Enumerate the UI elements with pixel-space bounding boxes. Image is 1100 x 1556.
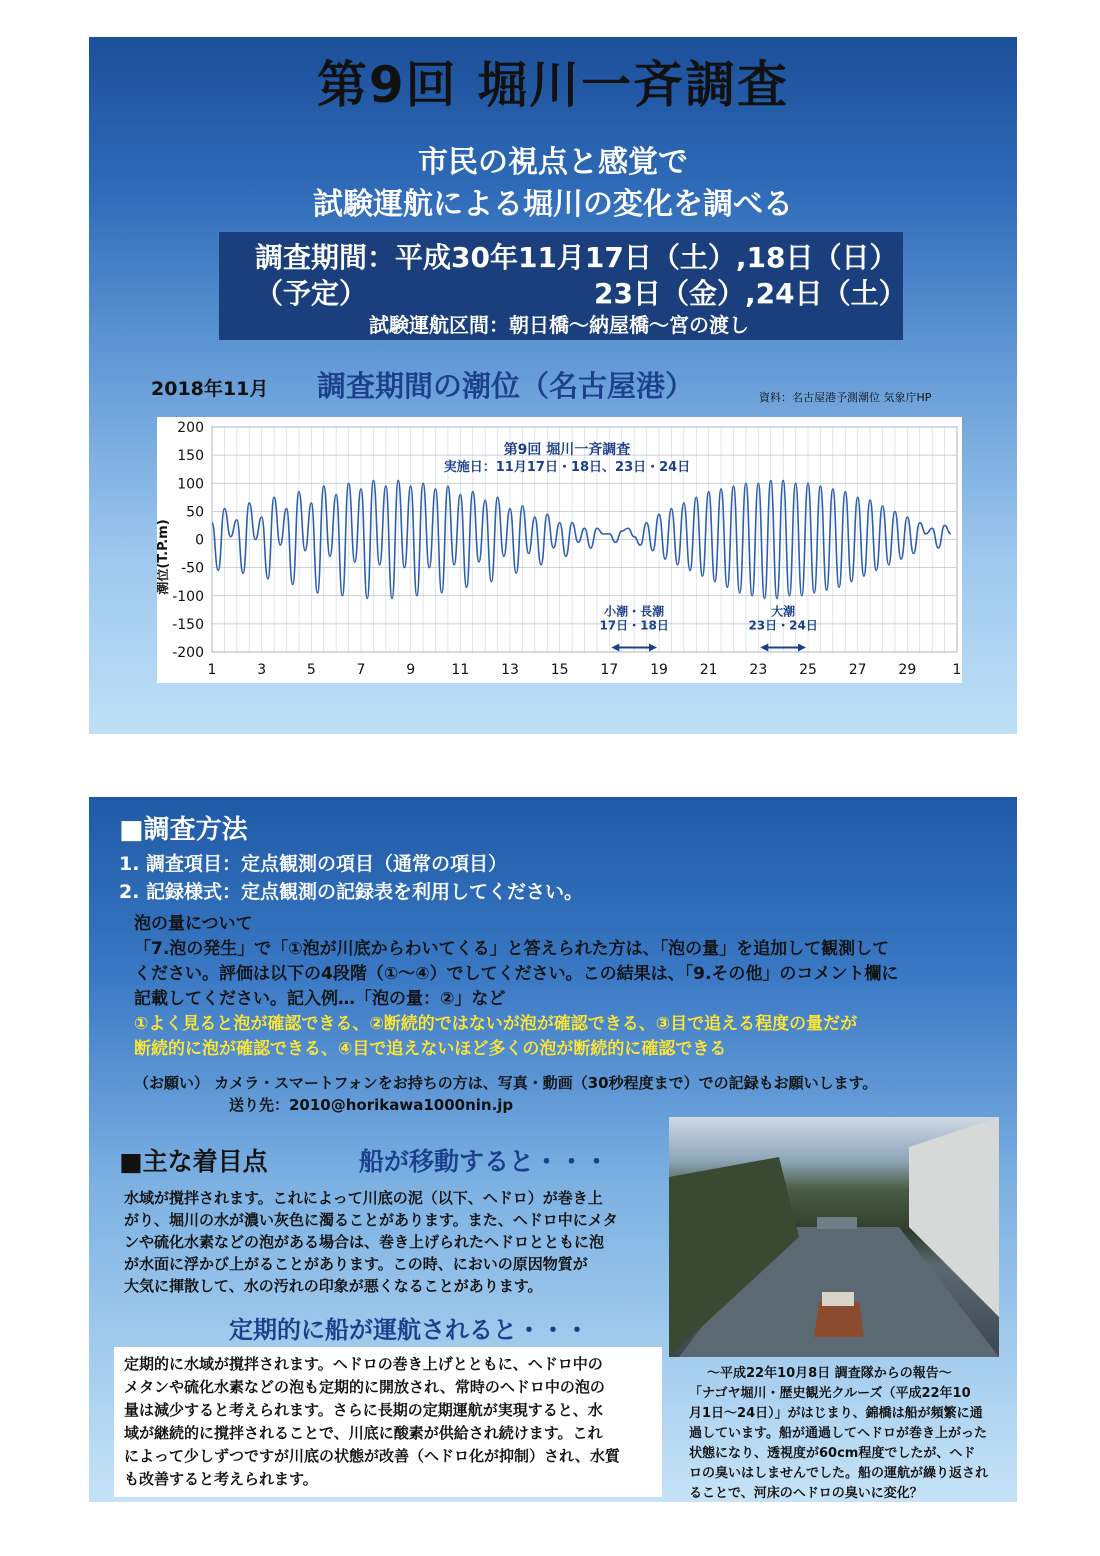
regular-text-1: 定期的に水域が撹拌されます。ヘドロの巻き上げとともに、ヘドロ中の <box>124 1355 603 1373</box>
bottom-panel <box>89 797 1017 1502</box>
y-tick-label: -150 <box>172 616 204 633</box>
survey-period-box <box>219 232 907 340</box>
y-tick-label: 150 <box>177 448 204 465</box>
regular-text-2: メタンや硫化水素などの泡も定期的に開放され、常時のヘドロ中の泡の <box>124 1378 605 1396</box>
method-heading: ■調査方法 <box>119 815 248 845</box>
page-title: 第9回 堀川一斉調査 <box>316 56 790 114</box>
tide-chart <box>157 417 962 683</box>
annotation-label: 大潮 <box>771 604 796 619</box>
report-heading: ～平成22年10月8日 調査隊からの報告～ <box>707 1366 952 1381</box>
x-tick-label: 5 <box>306 662 316 678</box>
x-tick-label: 9 <box>406 662 416 678</box>
method-item-1: 1. 調査項目：定点観測の項目（通常の項目） <box>119 853 508 875</box>
boat-text-5: 大気に揮散して、水の汚れの印象が悪くなることがあります。 <box>124 1277 543 1295</box>
x-tick-label: 1 <box>952 662 962 678</box>
x-tick-label: 19 <box>650 662 668 678</box>
report-text-2: 月1日～24日）」がはじまり、錦橋は船が頻繁に通 <box>689 1406 983 1421</box>
y-tick-label: 50 <box>186 504 204 521</box>
boat <box>814 1302 864 1337</box>
x-tick-label: 27 <box>848 662 867 678</box>
method-item-2: 2. 記録様式：定点観測の記録表を利用してください。 <box>119 881 584 903</box>
x-tick-label: 25 <box>799 662 817 678</box>
survey-period-tentative: （予定） <box>255 277 368 310</box>
foam-text-2: ください。評価は以下の4段階（①～④）でしてください。この結果は、「9.その他」のコメント欄に <box>134 964 899 984</box>
report-text-5: ロの臭いはしませんでした。船の運航が繰り返され <box>689 1466 989 1481</box>
foam-levels-2: 断続的に泡が確認できる、④目で追えないほど多くの泡が断続的に確認できる <box>134 1039 727 1059</box>
chart-title: 第9回 堀川一斉調査 <box>503 442 631 458</box>
request-text: （お願い） カメラ・スマートフォンをお持ちの方は、写真・動画（30秒程度まで）での記録もお願いします。 <box>134 1074 878 1092</box>
x-tick-label: 29 <box>898 662 917 678</box>
trial-route: 試験運航区間：朝日橋～納屋橋～宮の渡し <box>369 313 749 337</box>
annotation-dates: 23日・24日 <box>748 618 818 633</box>
subtitle-line2: 試験運航による堀川の変化を調べる <box>313 187 793 222</box>
boat-text-2: がり、堀川の水が濃い灰色に濁ることがあります。また、ヘドロ中にメタ <box>124 1211 618 1229</box>
report-text-1: 「ナゴヤ堀川・歴史観光クルーズ（平成22年10 <box>689 1386 971 1401</box>
annotation-dates: 17日・18日 <box>599 618 669 633</box>
x-tick-label: 21 <box>699 662 718 678</box>
y-tick-label: -200 <box>172 645 204 661</box>
subtitle-line1: 市民の視点と感覚で <box>418 145 688 180</box>
send-to-email: 送り先：2010@horikawa1000nin.jp <box>229 1096 514 1114</box>
year-month: 2018年11月 <box>151 378 269 400</box>
report-text-3: 過しています。船が通過してヘドロが巻き上がった <box>689 1426 987 1441</box>
boat-text-3: ンや硫化水素などの泡がある場合は、巻き上げられたヘドロとともに泡 <box>124 1233 605 1251</box>
boat-cabin <box>822 1292 854 1306</box>
y-tick-label: -50 <box>181 560 204 577</box>
foam-heading: 泡の量について <box>134 914 253 934</box>
x-tick-label: 3 <box>257 662 267 678</box>
x-tick-label: 1 <box>207 662 217 678</box>
x-tick-label: 7 <box>356 662 366 678</box>
x-tick-label: 13 <box>501 662 519 678</box>
far-bridge <box>817 1217 857 1229</box>
report-text-6: ることで、河床のヘドロの臭いに変化？ <box>689 1486 923 1501</box>
y-tick-label: -100 <box>172 588 204 605</box>
tide-chart-svg <box>157 417 962 683</box>
boat-text-1: 水域が撹拌されます。これによって川底の泥（以下、ヘドロ）が巻き上 <box>124 1189 603 1207</box>
x-tick-label: 23 <box>749 662 768 678</box>
y-tick-label: 0 <box>195 532 204 549</box>
boat-heading: 船が移動すると・・・ <box>359 1147 610 1176</box>
survey-period-line1: 調査期間：平成30年11月17日（土）,18日（日） <box>255 241 898 274</box>
regular-text-3: 量は減少すると考えられます。さらに長期の定期運航が実現すると、水 <box>124 1401 603 1419</box>
chart-heading: 調査期間の潮位（名古屋港） <box>317 369 695 403</box>
annotation-label: 小潮・長潮 <box>604 604 665 619</box>
y-tick-label: 100 <box>177 476 204 493</box>
x-tick-label: 15 <box>550 662 569 678</box>
y-axis-label: 潮位(T.P.m) <box>157 519 171 595</box>
x-tick-label: 11 <box>451 662 470 678</box>
regular-text-5: によって少しずつですが川底の状態が改善（ヘドロ化が抑制）され、水質 <box>124 1447 620 1465</box>
regular-heading: 定期的に船が運航されると・・・ <box>229 1316 589 1344</box>
river-boat-photo <box>669 1117 999 1357</box>
photo-illustration <box>669 1117 999 1357</box>
data-source: 資料：名古屋港予測潮位 気象庁HP <box>759 391 932 404</box>
regular-text-4: 域が継続的に撹拌されることで、川底に酸素が供給され続けます。これ <box>124 1424 603 1442</box>
foam-levels-1: ①よく見ると泡が確認できる、②断続的ではないが泡が確認できる、③目で追える程度の量だが <box>134 1014 858 1034</box>
survey-period-line2: 23日（金）,24日（土） <box>594 277 907 310</box>
regular-text-6: も改善すると考えられます。 <box>124 1470 318 1488</box>
chart-subtitle: 実施日：11月17日・18日、23日・24日 <box>443 460 691 475</box>
report-text-4: 状態になり、透視度が60cm程度でしたが、ヘド <box>689 1446 976 1461</box>
foam-text-3: 記載してください。記入例…「泡の量：②」など <box>134 989 506 1009</box>
x-tick-label: 17 <box>600 662 619 678</box>
regular-text-box <box>114 1347 662 1497</box>
boat-text-4: が水面に浮かび上がることがあります。この時、においの原因物質が <box>124 1255 588 1273</box>
y-tick-label: 200 <box>177 420 204 436</box>
foam-text-1: 「7.泡の発生」で「①泡が川底からわいてくる」と答えられた方は、「泡の量」を追加して観測して <box>134 939 890 959</box>
focus-heading: ■主な着目点 <box>119 1147 268 1176</box>
